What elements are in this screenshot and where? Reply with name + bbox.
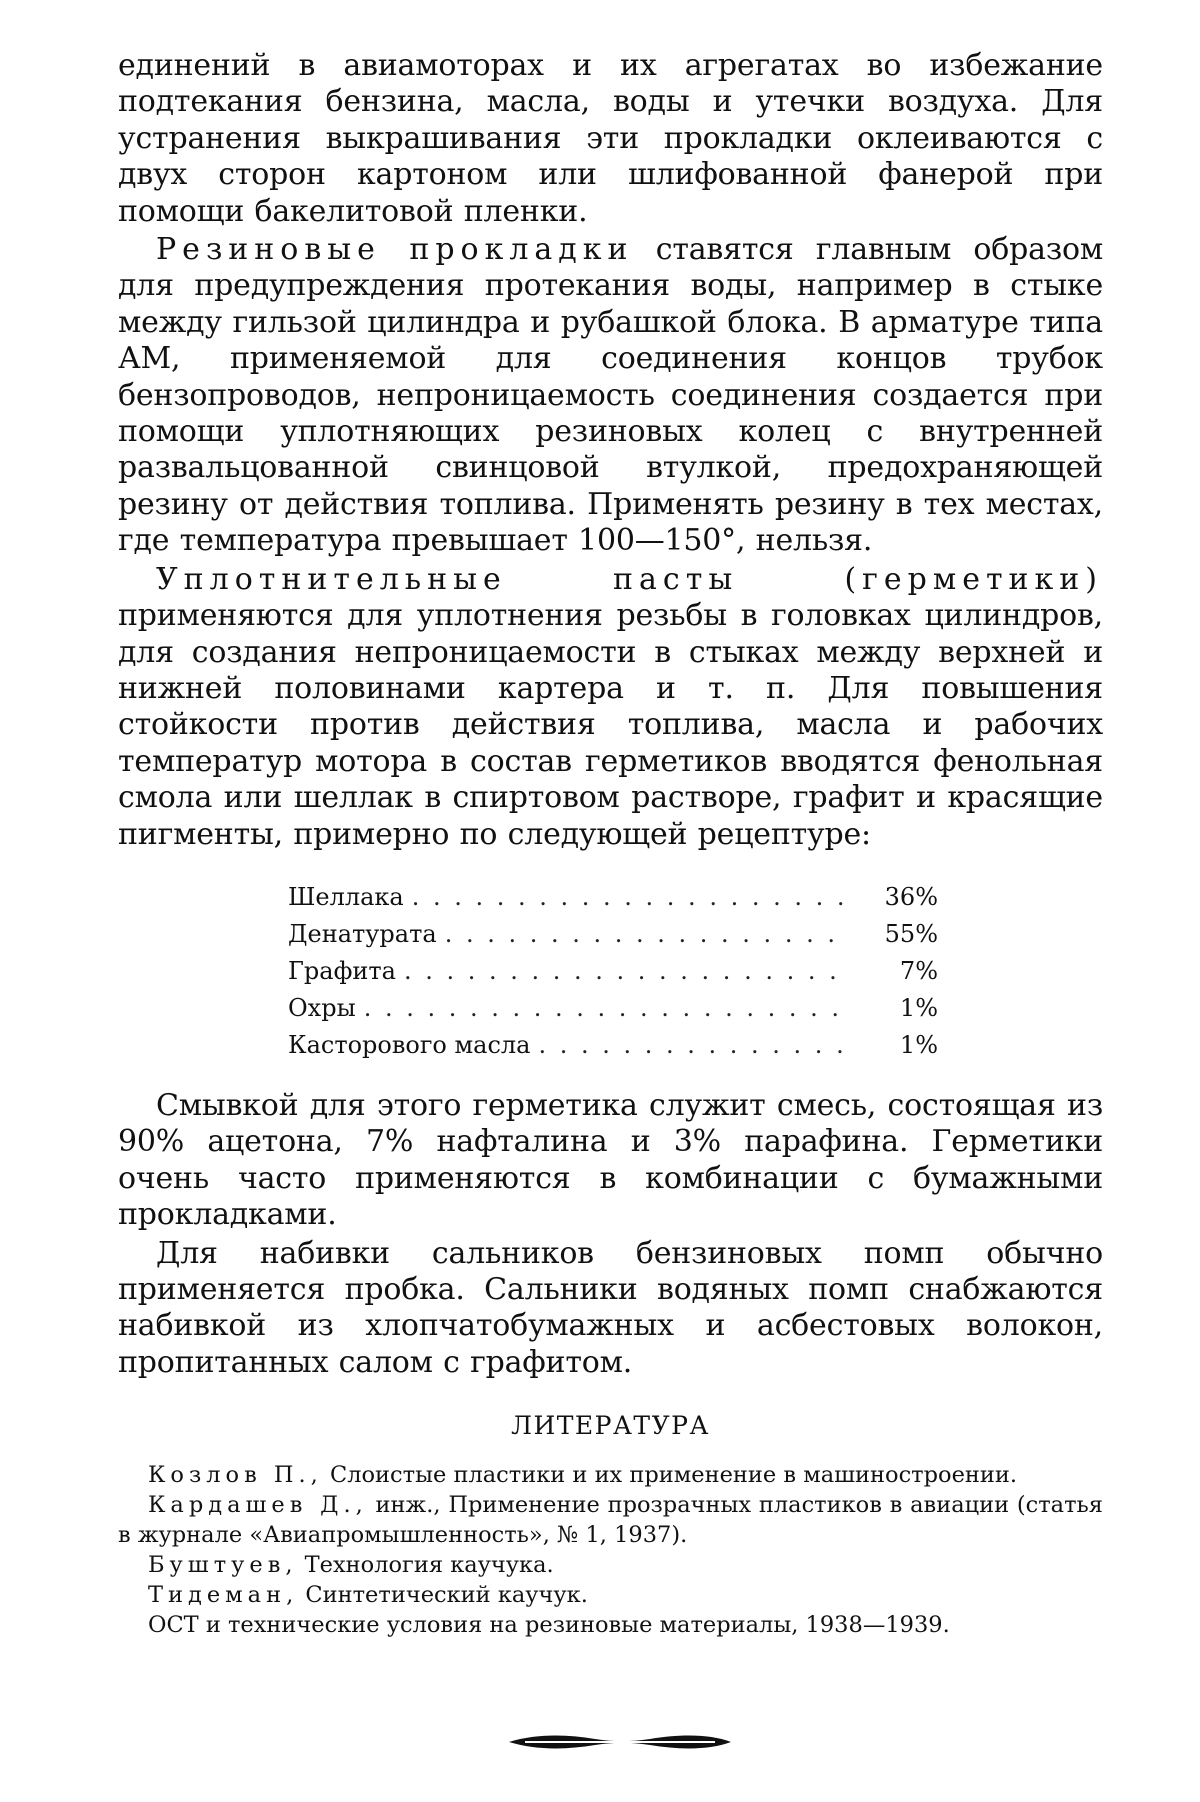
- paragraph-pump-packing: [118, 1236, 1103, 1382]
- leader-dots: [538, 1027, 850, 1064]
- literature-item: [118, 1460, 1103, 1490]
- page-body: [118, 48, 1103, 1640]
- literature-text: ОСТ и технические условия на резиновые материалы, 1938—1939.: [148, 1612, 950, 1639]
- paragraph-text: применяются для уплотнения резьбы в головках цилиндров, для создания непроницаемости в стыках между верхней и нижней половинами картера и т. п. Для повышения стойкости против действия топлива, масла и рабочих температур мотора в состав герметиков вводятся фенольная смола или шеллак в спиртовом растворе, графит и красящие пигменты, примерно по следующей рецептуре:: [118, 598, 1103, 852]
- leader-dots: [412, 879, 850, 916]
- recipe-percent: 1%: [899, 1030, 938, 1059]
- literature-author: Кардашев Д.,: [148, 1492, 368, 1519]
- recipe-percent: 7%: [899, 956, 938, 985]
- leader-dots: [404, 953, 850, 990]
- recipe-row: [288, 916, 938, 953]
- literature-text: инж., Применение прозрачных пластиков в авиации (статья в журнале «Авиапромышленность», № 1, 1937).: [118, 1492, 1103, 1549]
- recipe-row: [288, 990, 938, 1027]
- paragraph-sealing-pastes: [118, 562, 1103, 853]
- recipe-percent: 36%: [884, 882, 938, 911]
- literature-item: [118, 1580, 1103, 1610]
- literature-author: Тидеман,: [148, 1582, 299, 1609]
- recipe-ingredient: Графита: [288, 956, 396, 985]
- recipe-ingredient: Шеллака: [288, 882, 404, 911]
- literature-list: [118, 1460, 1103, 1640]
- recipe-percent: 1%: [899, 993, 938, 1022]
- paragraph-lead-term: Резиновые прокладки: [156, 232, 634, 268]
- paragraph-rubber-gaskets: [118, 232, 1103, 560]
- literature-text: Технология каучука.: [297, 1552, 554, 1579]
- recipe-row: [288, 1027, 938, 1064]
- recipe-table: [288, 879, 938, 1064]
- paragraph-text: ставятся главным образом для предупреждения протекания воды, например в стыке между гильзой цилиндра и рубашкой блока. В арматуре типа АМ, применяемой для соединения концов трубок бензопроводов, непроницаемость соединения создается при помощи уплотняющих резиновых колец с внутренней развальцованной свинцовой втулкой, предохраняющей резину от действия топлива. Применять резину в тех местах, где температура превышает 100—150°, нельзя.: [118, 232, 1103, 559]
- recipe-percent: 55%: [884, 919, 938, 948]
- leader-dots: [445, 916, 850, 953]
- recipe-ingredient: Охры: [288, 993, 356, 1022]
- literature-heading: ЛИТЕРАТУРА: [511, 1411, 710, 1441]
- paragraph-continuation: [118, 48, 1103, 230]
- recipe-ingredient: Денатурата: [288, 919, 437, 948]
- paragraph-text: Для набивки сальников бензиновых помп обычно применяется пробка. Сальники водяных помп снабжаются набивкой из хлопчатобумажных и асбестовых волокон, пропитанных салом с графитом.: [118, 1235, 1103, 1380]
- leader-dots: [364, 990, 850, 1027]
- paragraph-text: единений в авиамоторах и их агрегатах во избежание подтекания бензина, масла, воды и утечки воздуха. Для устранения выкрашивания эти прокладки оклеиваются с двух сторон картоном или шлифованной фанерой при помощи бакелитовой пленки.: [118, 48, 1103, 229]
- recipe-ingredient: Касторового масла: [288, 1030, 531, 1059]
- literature-text: Синтетический каучук.: [298, 1582, 588, 1609]
- literature-item: [118, 1610, 1103, 1640]
- recipe-row: [288, 953, 938, 990]
- literature-item: [118, 1490, 1103, 1550]
- literature-author: Козлов П.,: [148, 1462, 323, 1489]
- end-ornament-icon: [505, 1730, 735, 1754]
- paragraph-text: Смывкой для этого герметика служит смесь, состоящая из 90% ацетона, 7% нафталина и 3% парафина. Герметики очень часто применяются в комбинации с бумажными прокладками.: [118, 1087, 1103, 1233]
- paragraph-lead-term: Уплотнительные пасты (герметики): [156, 561, 1103, 597]
- literature-text: Слоистые пластики и их применение в машиностроении.: [322, 1462, 1018, 1489]
- literature-item: [118, 1550, 1103, 1580]
- paragraph-wash-solution: [118, 1088, 1103, 1234]
- literature-author: Буштуев,: [148, 1552, 298, 1579]
- recipe-row: [288, 879, 938, 916]
